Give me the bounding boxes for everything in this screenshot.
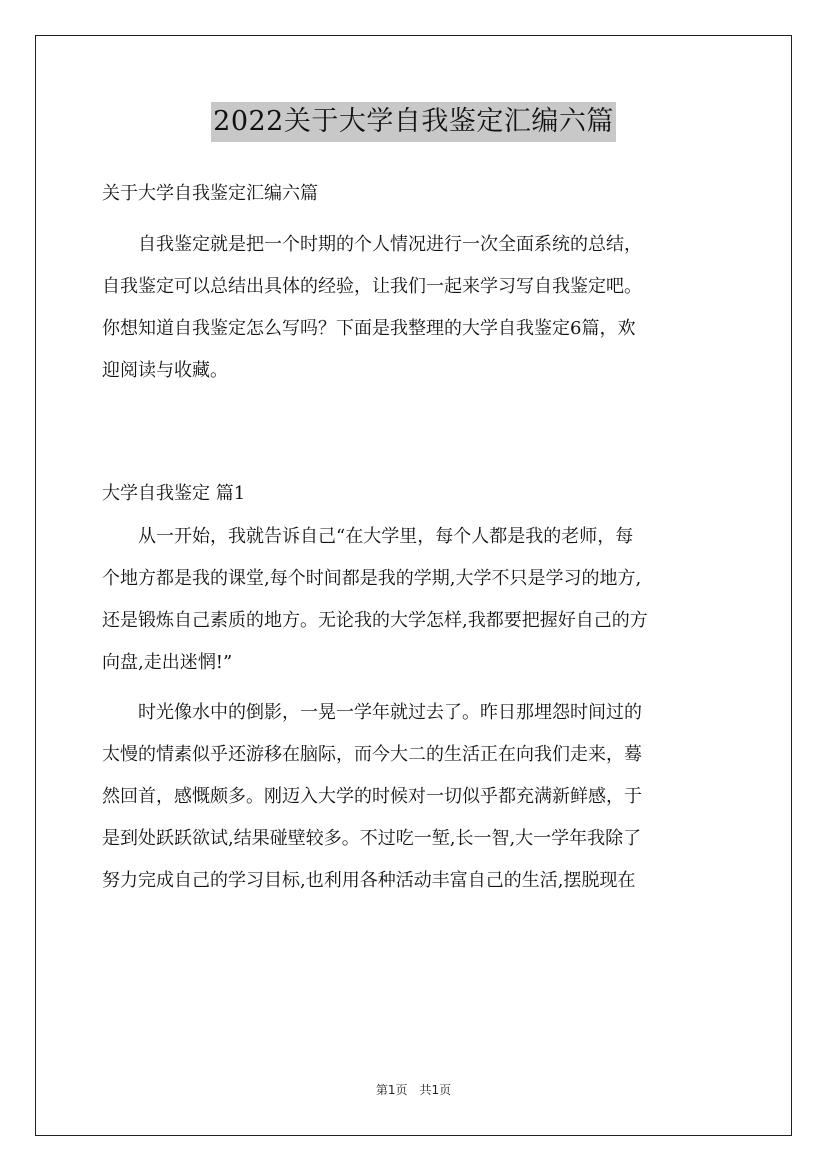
paragraph-line: 是到处跃跃欲试,结果碰壁较多。不过吃一堑,长一智,大一学年我除了: [102, 828, 642, 849]
paragraph-line: 从一开始，我就告诉自己“在大学里，每个人都是我的老师，每: [138, 526, 634, 547]
paragraph-line: 然回首，感慨颇多。刚迈入大学的时候对一切似乎都充满新鲜感，于: [102, 786, 642, 807]
spacer: [102, 216, 732, 224]
document-body: [102, 172, 732, 902]
intro-line: 自我鉴定可以总结出具体的经验，让我们一起来学习写自我鉴定吧。: [102, 276, 642, 297]
document-subtitle: 关于大学自我鉴定汇编六篇: [102, 183, 318, 204]
paragraph-line: 太慢的情素似乎还游移在脑际，而今大二的生活正在向我们走来，蓦: [102, 744, 642, 765]
intro-line: 迎阅读与收藏。: [102, 360, 228, 381]
intro-paragraph: [102, 224, 732, 392]
section-paragraph: [102, 516, 732, 684]
document-title-text: 2022关于大学自我鉴定汇编六篇: [211, 102, 616, 142]
section-heading: 大学自我鉴定 篇1: [102, 483, 246, 504]
spacer: [102, 684, 732, 692]
paragraph-line: 还是锻炼自己素质的地方。无论我的大学怎样,我都要把握好自己的方: [102, 610, 648, 631]
paragraph-line: 个地方都是我的课堂,每个时间都是我的学期,大学不只是学习的地方,: [102, 568, 642, 589]
intro-line: 你想知道自我鉴定怎么写吗？下面是我整理的大学自我鉴定6篇，欢: [102, 318, 636, 339]
page-footer: [0, 1081, 827, 1098]
intro-line: 自我鉴定就是把一个时期的个人情况进行一次全面系统的总结，: [138, 234, 642, 255]
section-paragraph: [102, 692, 732, 902]
paragraph-line: 努力完成自己的学习目标,也利用各种活动丰富自己的生活,摆脱现在: [102, 870, 636, 891]
paragraph-line: 向盘,走出迷惘!”: [102, 652, 233, 673]
spacer: [102, 392, 732, 472]
paragraph-line: 时光像水中的倒影，一晃一学年就过去了。昨日那埋怨时间过的: [138, 702, 642, 723]
document-title: [0, 102, 827, 142]
page-number: 第1页 共1页: [375, 1083, 452, 1097]
